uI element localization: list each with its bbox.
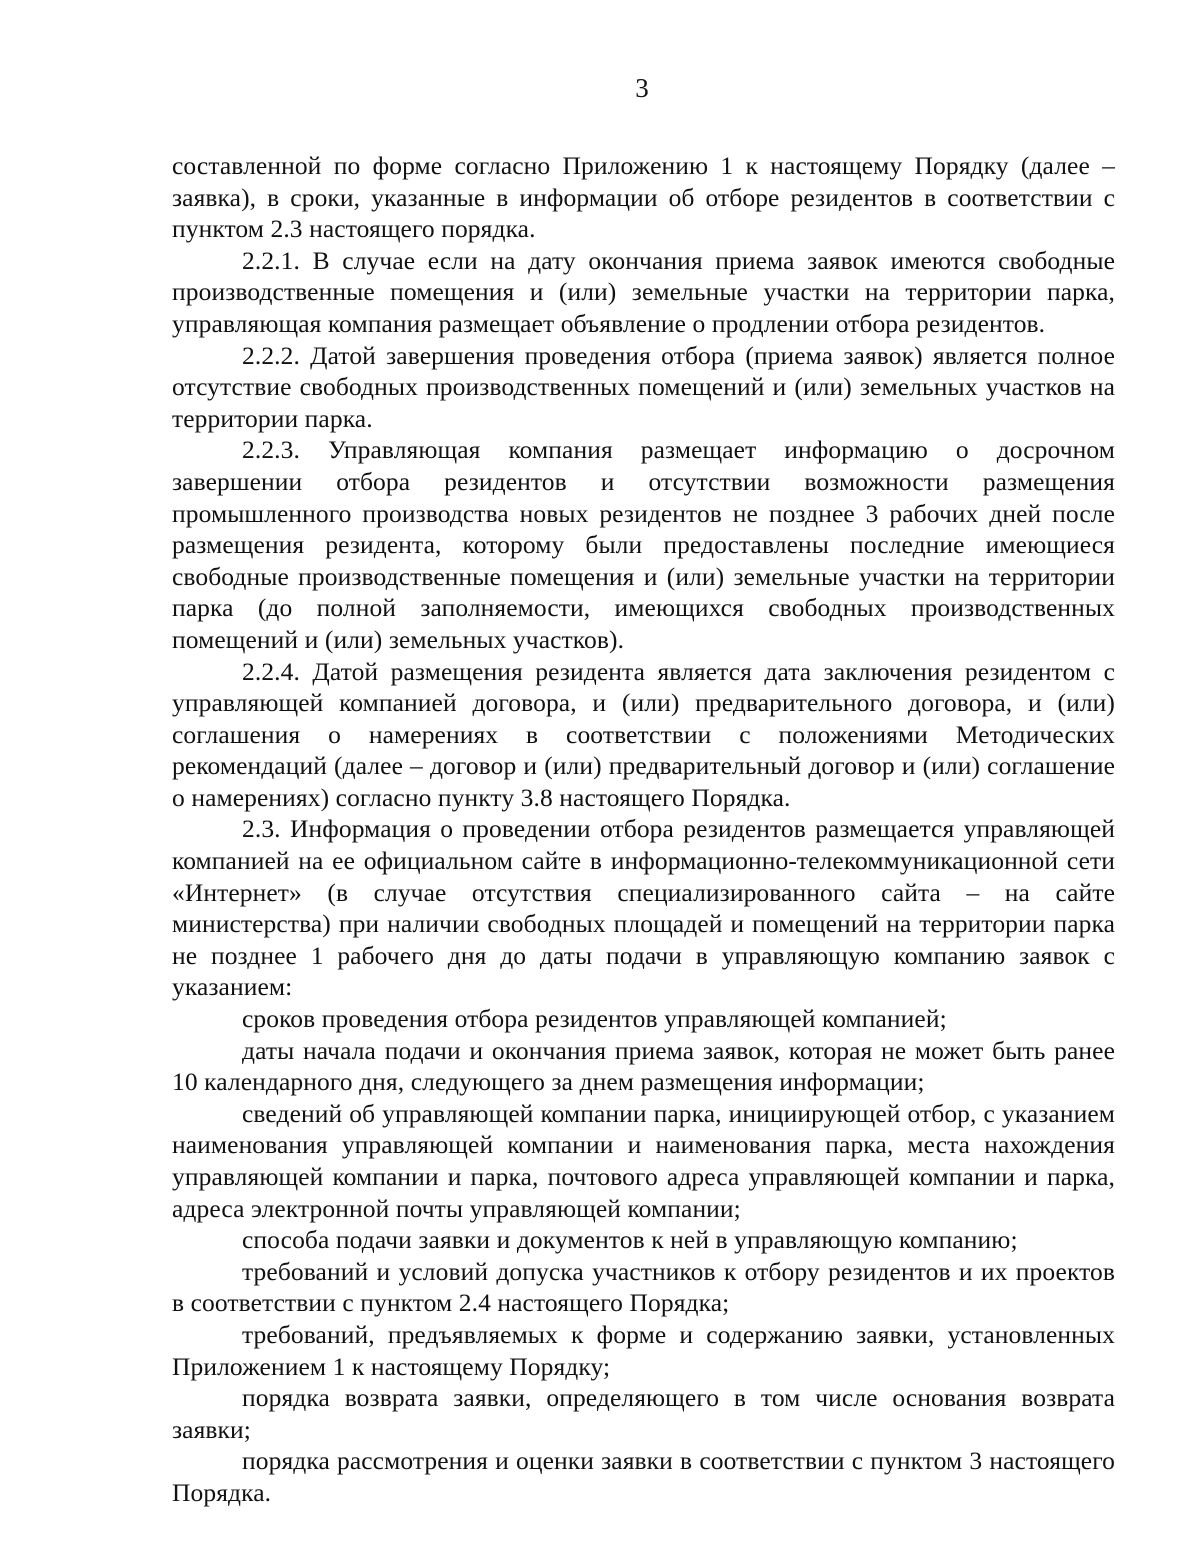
page-number: 3 [635,73,649,103]
paragraph-continuation: составленной по форме согласно Приложению 1 к настоящему Порядку (далее – заявка), в сроки, указанные в информации об отборе резидентов в соответствии с пунктом 2.3 настоящего порядка. [172,151,1115,244]
list-item-submission-method: способа подачи заявки и документов к ней в управляющую компанию; [242,1225,1018,1255]
list-item-admission-requirements: требований и условий допуска участников к отбору резидентов и их проектов в соответствии с пунктом 2.4 настоящего Порядка; [172,1256,1115,1318]
paragraph-2-2-1: 2.2.1. В случае если на дату окончания приема заявок имеются свободные производственные помещения и (или) земельные участки на территории парка, управляющая компания размещает объявление о продлении отбора резидентов. [172,245,1115,338]
list-item-application-form-requirements: требований, предъявляемых к форме и содержанию заявки, установленных Приложением 1 к настоящему Порядку; [172,1319,1115,1381]
list-item-company-info: сведений об управляющей компании парка, инициирующей отбор, с указанием наименования управляющей компании и наименования парка, места нахождения управляющей компании и парка, почтового адреса управляющей компании и парка, адреса электронной почты управляющей компании; [172,1098,1115,1223]
list-item-application-dates: даты начала подачи и окончания приема заявок, которая не может быть ранее 10 календарного дня, следующего за днем размещения информации; [172,1035,1115,1097]
paragraph-2-3: 2.3. Информация о проведении отбора резидентов размещается управляющей компанией на ее официальном сайте в информационно-телекоммуникационной сети «Интернет» (в случае отсутствия специализированного сайта – на сайте министерства) при наличии свободных площадей и помещений на территории парка не позднее 1 рабочего дня до даты подачи в управляющую компанию заявок с указанием: [172,814,1115,1002]
list-item-review-procedure: порядка рассмотрения и оценки заявки в соответствии с пунктом 3 настоящего Порядка. [172,1446,1115,1507]
document-body [172,150,1115,1509]
paragraph-2-2-4: 2.2.4. Датой размещения резидента является дата заключения резидентом с управляющей компанией договора, и (или) предварительного договора, и (или) соглашения о намерениях в соответствии с положениями Методических рекомендаций (далее – договор и (или) предварительный договор и (или) соглашение о намерениях) согласно пункту 3.8 настоящего Порядка. [172,656,1115,812]
paragraph-2-2-3: 2.2.3. Управляющая компания размещает информацию о досрочном завершении отбора резидентов и отсутствии возможности размещения промышленного производства новых резидентов не позднее 3 рабочих дней после размещения резидента, которому были предоставлены последние имеющиеся свободные производственные помещения и (или) земельные участки на территории парка (до полной заполняемости, имеющихся свободных производственных помещений и (или) земельных участков). [172,435,1115,654]
paragraph-2-2-2: 2.2.2. Датой завершения проведения отбора (приема заявок) является полное отсутствие свободных производственных помещений и (или) земельных участков на территории парка. [172,340,1115,433]
list-item-selection-terms: сроков проведения отбора резидентов управляющей компанией; [242,1004,947,1034]
list-item-return-procedure: порядка возврата заявки, определяющего в том числе основания возврата заявки; [172,1383,1115,1444]
